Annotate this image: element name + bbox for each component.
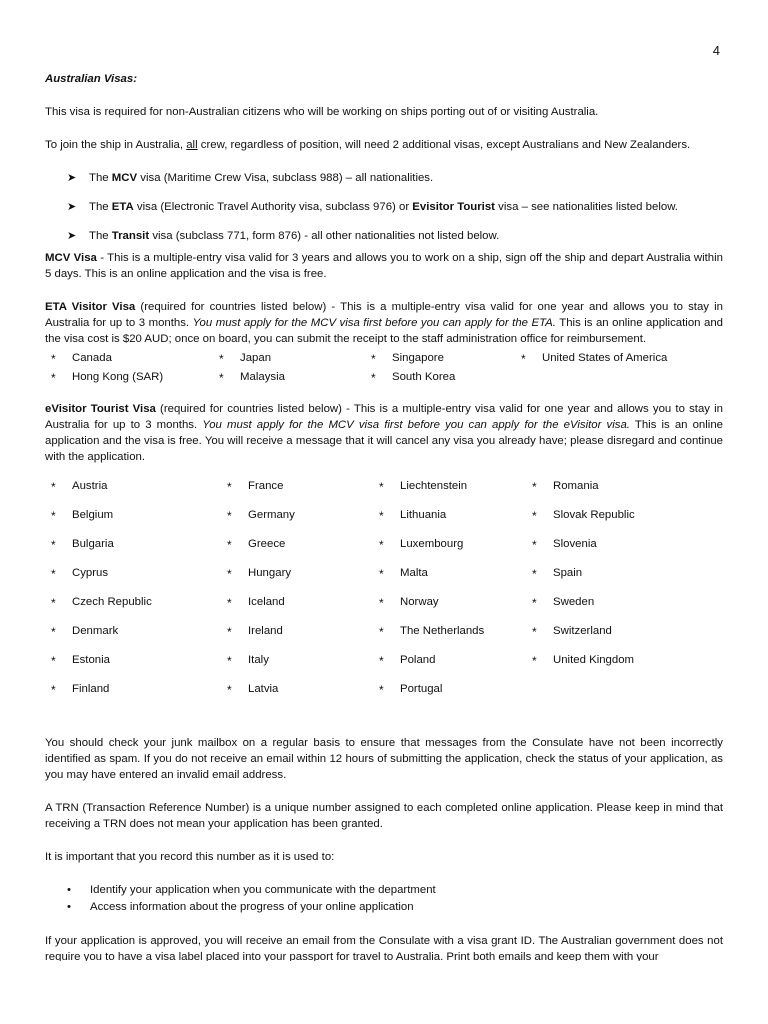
record-item-text: Access information about the progress of your online application [90,901,414,913]
visa-item-name: Evisitor Tourist [412,201,495,213]
country-item [45,681,221,710]
asterisk-bullet-icon: * [227,480,232,494]
country-name: Hong Kong (SAR) [72,371,164,383]
asterisk-bullet-icon: * [532,567,537,581]
visa-item-text: The [89,172,112,184]
bullet-dot-icon: • [67,884,71,896]
asterisk-bullet-icon: * [379,654,384,668]
record-item-text: Identify your application when you communicate with the department [90,884,436,896]
asterisk-bullet-icon: * [227,654,232,668]
country-item [213,369,365,388]
country-item [45,594,221,623]
section-title: Australian Visas: [45,73,138,85]
mcv-paragraph [45,250,723,282]
country-item [526,536,723,565]
asterisk-bullet-icon: * [51,371,56,385]
record-list-item [45,899,723,916]
asterisk-bullet-icon: * [227,538,232,552]
country-item [221,594,373,623]
country-name: Austria [72,480,108,492]
arrow-bullet-icon: ➤ [67,230,77,242]
country-name: Spain [553,567,583,579]
asterisk-bullet-icon: * [51,567,56,581]
asterisk-bullet-icon: * [219,352,224,366]
asterisk-bullet-icon: * [51,538,56,552]
country-item [373,681,526,710]
country-item [221,623,373,652]
visa-type-item [45,170,723,199]
country-item [365,369,515,388]
country-item [526,478,723,507]
country-name: Singapore [392,352,444,364]
asterisk-bullet-icon: * [532,625,537,639]
country-name: Finland [72,683,110,695]
visa-type-item [45,199,723,228]
country-item [373,565,526,594]
asterisk-bullet-icon: * [379,567,384,581]
country-item [373,594,526,623]
eta-note: You must apply for the MCV visa first before you can apply for the ETA. [192,317,556,329]
country-name: Slovak Republic [553,509,635,521]
page-number: 4 [712,43,720,58]
country-name: Switzerland [553,625,612,637]
visa-item-text: visa (Electronic Travel Authority visa, subclass 976) or [133,201,413,213]
country-name: Greece [248,538,286,550]
country-item [221,565,373,594]
country-name: Malaysia [240,371,285,383]
country-name: Poland [400,654,436,666]
join-text-after: crew, regardless of position, will need 2 additional visas, except Australians and New Zealanders. [197,139,691,151]
asterisk-bullet-icon: * [51,683,56,697]
asterisk-bullet-icon: * [227,567,232,581]
asterisk-bullet-icon: * [532,509,537,523]
visa-item-text: visa – see nationalities listed below. [494,201,678,213]
country-name: United Kingdom [553,654,635,666]
country-item [45,536,221,565]
document-body [45,71,723,961]
country-item [365,350,515,369]
visa-type-item [45,228,723,250]
record-list [45,882,723,916]
asterisk-bullet-icon: * [227,596,232,610]
asterisk-bullet-icon: * [379,538,384,552]
country-name: Germany [248,509,295,521]
intro-paragraph: This visa is required for non-Australian citizens who will be working on ships porting out of or visiting Australia. [45,106,599,118]
asterisk-bullet-icon: * [379,683,384,697]
visa-item-text: visa (subclass 771, form 876) - all other nationalities not listed below. [149,230,500,242]
eta-country-table [45,350,723,388]
asterisk-bullet-icon: * [51,352,56,366]
country-name: Bulgaria [72,538,114,550]
asterisk-bullet-icon: * [532,596,537,610]
country-item [515,350,723,369]
asterisk-bullet-icon: * [379,596,384,610]
country-item [526,623,723,652]
country-item [373,478,526,507]
asterisk-bullet-icon: * [532,654,537,668]
asterisk-bullet-icon: * [532,480,537,494]
country-name: Ireland [248,625,283,637]
country-item [373,536,526,565]
country-name: South Korea [392,371,456,383]
evisitor-text: (required for countries listed below) - This is a multiple-entry visa valid for one year and allows you to stay in Australia for up to 3 months. [45,403,723,431]
asterisk-bullet-icon: * [51,596,56,610]
country-item [221,478,373,507]
country-name: Liechtenstein [400,480,468,492]
country-item [45,350,213,369]
country-name: Lithuania [400,509,447,521]
record-list-item [45,882,723,899]
approved-paragraph: If your application is approved, you will receive an email from the Consulate with a visa grant ID. The Australian government does not require you to have a visa label placed into your passport for travel to Australia. Print both emails and keep them with your [45,935,723,961]
country-item [45,369,213,388]
country-name: Latvia [248,683,279,695]
country-name: Estonia [72,654,110,666]
country-name: Malta [400,567,428,579]
asterisk-bullet-icon: * [371,371,376,385]
country-item [373,623,526,652]
eta-paragraph [45,299,723,347]
arrow-bullet-icon: ➤ [67,201,77,213]
country-name: Sweden [553,596,595,608]
join-paragraph [45,137,723,153]
country-name: Czech Republic [72,596,152,608]
country-item [526,507,723,536]
country-name: The Netherlands [400,625,485,637]
country-item [221,536,373,565]
record-paragraph: It is important that you record this number as it is used to: [45,851,335,863]
arrow-bullet-icon: ➤ [67,172,77,184]
country-name: Iceland [248,596,285,608]
evisitor-paragraph [45,401,723,465]
country-name: Cyprus [72,567,109,579]
eta-label: ETA Visitor Visa [45,301,136,313]
country-item [373,507,526,536]
evisitor-note: You must apply for the MCV visa first before you can apply for the eVisitor visa. [202,419,630,431]
country-item [373,652,526,681]
country-name: United States of America [542,352,668,364]
asterisk-bullet-icon: * [227,509,232,523]
country-name: Belgium [72,509,114,521]
country-name: Norway [400,596,439,608]
asterisk-bullet-icon: * [379,509,384,523]
bullet-dot-icon: • [67,901,71,913]
visa-item-text: The [89,230,112,242]
visa-item-name: Transit [111,230,150,242]
country-item [221,507,373,536]
visa-type-list [45,170,723,250]
evisitor-country-table [45,478,723,710]
trn-paragraph: A TRN (Transaction Reference Number) is a unique number assigned to each completed online application. Please keep in mind that receiving a TRN does not mean your application has been granted. [45,802,723,830]
country-name: Luxembourg [400,538,464,550]
country-name: Denmark [72,625,119,637]
country-name: Slovenia [553,538,597,550]
country-item [45,565,221,594]
asterisk-bullet-icon: * [227,625,232,639]
asterisk-bullet-icon: * [227,683,232,697]
asterisk-bullet-icon: * [532,538,537,552]
country-item [45,652,221,681]
country-name: France [248,480,284,492]
asterisk-bullet-icon: * [51,654,56,668]
country-item [526,594,723,623]
country-name: Canada [72,352,112,364]
visa-item-text: The [89,201,112,213]
visa-item-text: visa (Maritime Crew Visa, subclass 988) – all nationalities. [137,172,434,184]
eta-text: (required for countries listed below) - This is a multiple-entry visa valid for one year and allows you to stay in Australia for up to 3 months. [45,301,724,329]
join-underlined-word: all [186,139,198,151]
mcv-label: MCV Visa [45,252,97,264]
country-name: Italy [248,654,269,666]
mcv-text: - This is a multiple-entry visa valid for 3 years and allows you to work on a ship, sign off the ship and depart Australia within 5 days. This is an online application and the visa is free. [45,252,724,280]
asterisk-bullet-icon: * [51,480,56,494]
empty-cell [515,369,723,388]
country-item [526,565,723,594]
country-name: Hungary [248,567,292,579]
visa-item-name: ETA [111,201,134,213]
country-item [526,652,723,681]
asterisk-bullet-icon: * [379,480,384,494]
country-name: Portugal [400,683,443,695]
country-item [221,652,373,681]
country-name: Romania [553,480,599,492]
eta-text: This is an online application and the visa cost is $20 AUD; once on board, you can submit the receipt to the staff administration office for reimbursement. [45,317,723,345]
country-item [45,478,221,507]
country-item [213,350,365,369]
country-item [45,623,221,652]
country-name: Japan [240,352,272,364]
evisitor-label: eVisitor Tourist Visa [45,403,156,415]
asterisk-bullet-icon: * [51,625,56,639]
evisitor-text: This is an online application and the visa is free. You will receive a message that it will cancel any visa you already have; please disregard and continue with the application. [45,419,723,463]
asterisk-bullet-icon: * [51,509,56,523]
visa-item-name: MCV [111,172,138,184]
asterisk-bullet-icon: * [371,352,376,366]
join-text-before: To join the ship in Australia, [45,139,187,151]
asterisk-bullet-icon: * [521,352,526,366]
asterisk-bullet-icon: * [219,371,224,385]
country-item [45,507,221,536]
asterisk-bullet-icon: * [379,625,384,639]
country-item [221,681,373,710]
junk-mail-paragraph: You should check your junk mailbox on a regular basis to ensure that messages from the Consulate have not been incorrectly identified as spam. If you do not receive an email within 12 hours of submitting the application, check the status of your application, as you may have entered an invalid email address. [45,737,723,781]
empty-cell [526,681,723,710]
